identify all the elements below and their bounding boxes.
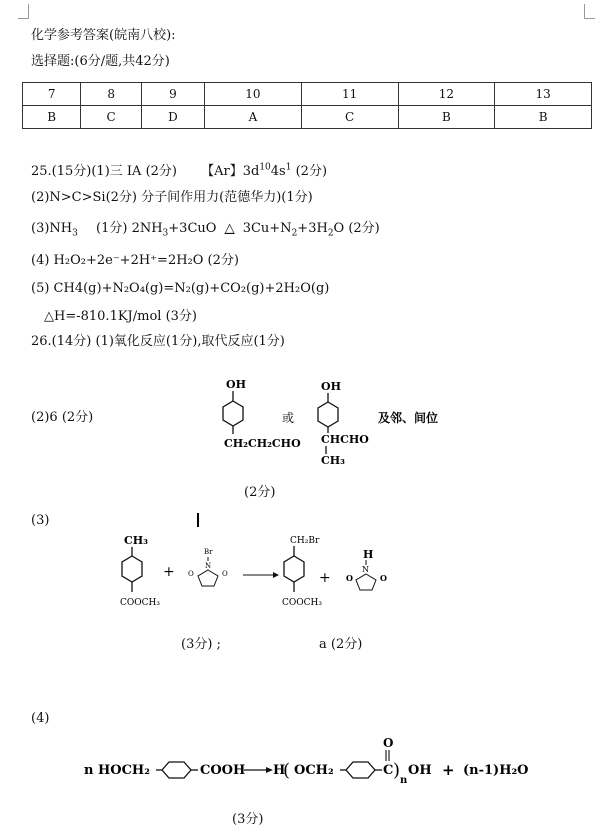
arrow-head [273, 572, 279, 578]
q26-part3-score: (3分) ; [181, 637, 221, 652]
nbs-n-label: N [205, 562, 212, 570]
benzene-ring [318, 402, 338, 427]
q25-line-2: (2)N>C>Si(2分) 分子间作用力(范德华力)(1分) [31, 190, 313, 205]
table-cell: B [23, 106, 81, 129]
plus-sign: + [163, 564, 175, 580]
q26-part3-label: (3) [31, 513, 50, 528]
p4-och2-label: OCH₂ [294, 763, 334, 778]
bracket-left: ( [283, 760, 291, 781]
succ-h-label: H [363, 548, 374, 561]
table-cell: B [398, 106, 495, 129]
isomer-suffix: 及邻、间位 [378, 411, 439, 425]
table-cell: 12 [398, 83, 495, 106]
q25-line-1 [31, 164, 327, 180]
q26-part4-label: (4) [31, 711, 50, 726]
table-cell: 8 [81, 83, 142, 106]
document-title: 化学参考答案(皖南八校): [31, 28, 176, 43]
q26-part4-score: (3分) [232, 812, 264, 827]
q25-l1-config: 【Ar】3d [201, 164, 260, 179]
answer-table [22, 82, 592, 129]
subscript: 2 [327, 228, 334, 239]
q25-l1-config-2: 4s [270, 164, 286, 179]
q25-line-3 [31, 221, 380, 237]
succinimide-ring [356, 574, 376, 590]
table-cell: 9 [141, 83, 204, 106]
or-text: 或 [282, 411, 295, 425]
plus-sign: + [442, 761, 455, 779]
p4-monomer-label: n HOCH₂ [84, 763, 150, 778]
q25-l3-cuo: +3CuO [168, 221, 217, 236]
q25-l1-text: 25.(15分)(1)三 IA (2分) [31, 164, 177, 179]
subscript: 3 [162, 228, 169, 239]
p4-carbonyl-c: C [383, 763, 394, 778]
table-cell: C [301, 106, 398, 129]
p4-h-label: H [273, 763, 286, 778]
q26-part3-reaction [110, 530, 410, 620]
q25-l3-nh3: (3)NH [31, 221, 73, 236]
table-cell: 13 [495, 83, 592, 106]
q25-l1-sup2: 1 [285, 162, 292, 173]
p4-cooh-label: COOH [200, 763, 246, 778]
succ-o-left: O [346, 573, 353, 583]
nbs-br-label: Br [204, 548, 213, 556]
bracket-right: ) [393, 760, 401, 781]
succ-o-right: O [380, 573, 387, 583]
table-cell: 11 [301, 83, 398, 106]
q25-l3-eq: (1分) 2NH [96, 221, 163, 236]
table-cell: B [495, 106, 592, 129]
p4-water-label: (n-1)H₂O [463, 763, 529, 778]
q25-l1-sup1: 10 [259, 162, 271, 173]
s2-methyl-label: CH₃ [321, 454, 345, 467]
s1-oh-label: OH [226, 378, 246, 391]
p4-oh-label: OH [408, 763, 432, 778]
q25-l1-score: (2分) [295, 164, 328, 179]
benzene-ring [122, 556, 142, 582]
subscript: 3 [72, 228, 78, 239]
p4-carbonyl-o: O [383, 736, 394, 750]
q26-line-1: 26.(14分) (1)氧化反应(1分),取代反应(1分) [31, 334, 285, 349]
p1-ch2br-label: CH₂Br [290, 536, 320, 546]
benzene-ring [223, 401, 243, 426]
benzene-ring [346, 762, 375, 778]
table-cell: C [81, 106, 142, 129]
page-corner-mark-right [584, 4, 595, 19]
q25-line-4: (4) H₂O₂+2e⁻+2H⁺=2H₂O (2分) [31, 253, 239, 268]
selection-heading: 选择题:(6分/题,共42分) [31, 54, 170, 69]
table-cell: 7 [23, 83, 81, 106]
nbs-o-right: O [222, 570, 228, 578]
benzene-ring [284, 556, 304, 582]
r1-methyl-label: CH₃ [124, 534, 148, 547]
table-row-numbers [23, 83, 592, 106]
succ-n-label: N [362, 565, 369, 574]
r1-ester-label: COOCH₃ [120, 598, 160, 608]
q25-line-5: (5) CH4(g)+N₂O₄(g)=N₂(g)+CO₂(g)+2H₂O(g) [31, 281, 330, 296]
s2-side-label: CHCHO [321, 433, 369, 446]
nbs-ring [198, 570, 218, 586]
q26-part2-score: (2分) [244, 485, 276, 500]
table-cell: A [205, 106, 302, 129]
benzene-ring [162, 762, 191, 778]
heat-symbol: △ [224, 221, 235, 236]
subscript: 2 [291, 228, 298, 239]
q26-part2-label: (2)6 (2分) [31, 410, 94, 425]
q25-l3-water: +3H [297, 221, 328, 236]
table-cell: 10 [205, 83, 302, 106]
q26-part3-answer: a (2分) [319, 637, 363, 652]
q25-l3-score: O (2分) [333, 221, 380, 236]
p1-ester-label: COOCH₃ [282, 598, 322, 608]
s2-oh-label: OH [321, 380, 341, 393]
table-row-answers [23, 106, 592, 129]
arrow-head [266, 767, 273, 773]
page-corner-mark-left [18, 4, 29, 19]
p4-repeat-n: n [400, 775, 408, 786]
nbs-o-left: O [188, 570, 194, 578]
q25-l3-products: 3Cu+N [242, 221, 292, 236]
plus-sign: + [319, 570, 331, 586]
q26-part4-polymerization [84, 733, 554, 791]
q25-line-6: △H=-810.1KJ/mol (3分) [44, 309, 197, 324]
text-cursor [197, 513, 199, 527]
s1-chain-label: CH₂CH₂CHO [224, 437, 301, 450]
q26-part2-structures [200, 376, 460, 468]
table-cell: D [141, 106, 204, 129]
